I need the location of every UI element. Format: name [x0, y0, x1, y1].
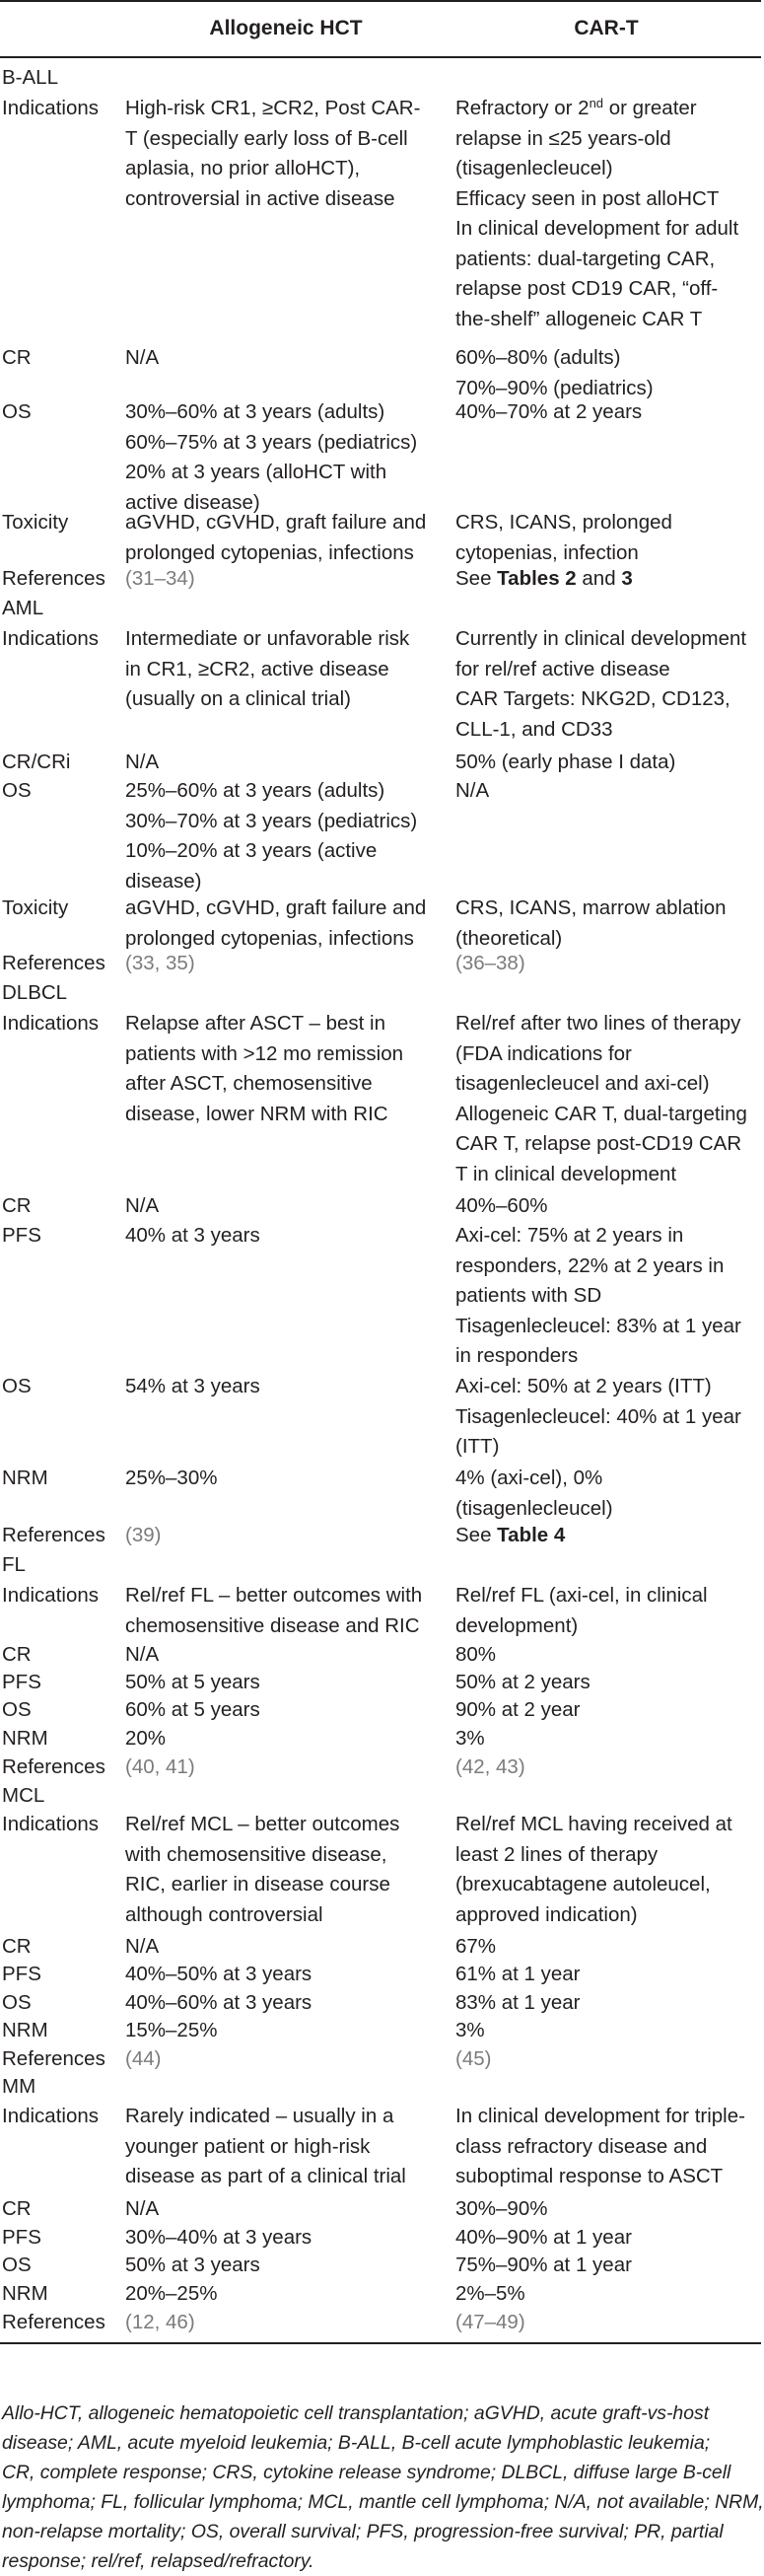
- cell-line: Rel/ref after two lines of therapy: [455, 1012, 741, 1035]
- cell-cart: [455, 1521, 757, 1551]
- cell-line: in responders: [455, 1344, 579, 1367]
- cell-line: [455, 94, 757, 124]
- row-label-indications: Indications: [2, 2105, 100, 2127]
- cell-line: Intermediate or unfavorable risk: [125, 627, 410, 650]
- row-label-cr: CR: [2, 1643, 32, 1666]
- cell-line: after ASCT, chemosensitive: [125, 1072, 373, 1095]
- cell-allo: 40% at 3 years: [125, 1224, 260, 1247]
- row-label-os: OS: [2, 1698, 32, 1721]
- section-title-b-all: B-ALL: [2, 66, 58, 89]
- cell-allo: [125, 624, 447, 715]
- row-label-nrm: NRM: [2, 2019, 48, 2041]
- cell-line: Axi-cel: 50% at 2 years (ITT): [455, 1375, 712, 1397]
- cell-text: or greater: [603, 97, 697, 119]
- cell-line: aGVHD, cGVHD, graft failure and: [125, 896, 427, 919]
- cell-allo: 20%: [125, 1727, 167, 1750]
- cell-line: (ITT): [455, 1435, 500, 1458]
- row-label-toxicity: Toxicity: [2, 511, 69, 534]
- cell-cart: 40%–60%: [455, 1194, 548, 1217]
- cell-allo: [125, 2308, 447, 2338]
- footnote-line: response; rel/ref, relapsed/refractory.: [2, 2550, 314, 2572]
- row-label-indications: Indications: [2, 1012, 100, 1035]
- row-label-os: OS: [2, 779, 32, 802]
- cell-line: Tisagenlecleucel: 40% at 1 year: [455, 1404, 741, 1428]
- cell-allo: 40%–60% at 3 years: [125, 1991, 313, 2014]
- cell-cart: N/A: [455, 779, 490, 802]
- cell-text: Refractory or 2: [455, 97, 590, 119]
- reference-link[interactable]: (31–34): [125, 567, 195, 590]
- cell-cart: 50% (early phase I data): [455, 751, 676, 773]
- cell-cart: 75%–90% at 1 year: [455, 2254, 632, 2276]
- row-label-nrm: NRM: [2, 1467, 48, 1489]
- table-link[interactable]: Table 4: [497, 1524, 566, 1546]
- footnote-line: non-relapse mortality; OS, overall survival; PFS, progression-free survival; PR, partial: [2, 2521, 724, 2542]
- cell-cart: [455, 1810, 757, 1930]
- row-label-cr: CR: [2, 2197, 32, 2220]
- cell-line: for rel/ref active disease: [455, 657, 670, 680]
- cell-allo: 30%–40% at 3 years: [125, 2226, 313, 2249]
- cell-line: (usually on a clinical trial): [125, 687, 352, 710]
- cell-cart: [455, 894, 757, 954]
- cell-line: CLL-1, and CD33: [455, 717, 613, 741]
- header-bottom-rule: [0, 56, 761, 58]
- cell-line: (FDA indications for: [455, 1041, 632, 1065]
- cell-cart: [455, 1581, 757, 1641]
- row-label-pfs: PFS: [2, 1671, 41, 1693]
- cell-line: approved indication): [455, 1902, 638, 1926]
- cell-allo: [125, 564, 447, 595]
- cell-line: 25%–60% at 3 years (adults): [125, 779, 385, 802]
- cell-line: in CR1, ≥CR2, active disease: [125, 657, 389, 680]
- cell-line: controversial in active disease: [125, 186, 395, 210]
- cell-text: and: [576, 567, 622, 590]
- footnote-line: disease; AML, acute myeloid leukemia; B-ALL, B-cell acute lymphoblastic leukemia;: [2, 2432, 711, 2454]
- row-label-indications: Indications: [2, 1813, 100, 1835]
- cell-allo: 50% at 3 years: [125, 2254, 260, 2276]
- row-label-references: References: [2, 2311, 105, 2333]
- cell-line: 30%–60% at 3 years (adults): [125, 400, 385, 423]
- row-label-nrm: NRM: [2, 2282, 48, 2305]
- cell-line: (theoretical): [455, 926, 563, 950]
- cell-allo: 20%–25%: [125, 2282, 218, 2305]
- reference-link[interactable]: (12, 46): [125, 2311, 195, 2333]
- row-label-indications: Indications: [2, 1584, 100, 1607]
- cell-cart: [455, 564, 757, 595]
- cell-line: 70%–90% (pediatrics): [455, 376, 654, 399]
- cell-line: Axi-cel: 75% at 2 years in: [455, 1224, 684, 1247]
- cell-line: Rarely indicated – usually in a: [125, 2105, 394, 2127]
- cell-allo: N/A: [125, 1643, 160, 1666]
- cell-allo: [125, 1810, 447, 1930]
- cell-allo: N/A: [125, 751, 160, 773]
- cell-line: suboptimal response to ASCT: [455, 2165, 724, 2187]
- row-label-toxicity: Toxicity: [2, 896, 69, 919]
- cell-line: chemosensitive disease and RIC: [125, 1613, 420, 1637]
- row-label-os: OS: [2, 1375, 32, 1397]
- cell-allo: 25%–30%: [125, 1467, 218, 1489]
- section-title-fl: FL: [2, 1553, 26, 1576]
- row-label-references: References: [2, 2047, 105, 2070]
- cell-cart: [455, 949, 757, 979]
- cell-allo: [125, 1009, 447, 1129]
- cell-line: active disease): [125, 490, 260, 514]
- cell-cart: [455, 1753, 757, 1783]
- cell-line: 10%–20% at 3 years (active: [125, 839, 378, 862]
- cell-allo: 54% at 3 years: [125, 1375, 260, 1397]
- table-bottom-rule: [0, 2342, 761, 2344]
- cell-line: although controversial: [125, 1902, 323, 1926]
- cell-allo: 40%–50% at 3 years: [125, 1963, 313, 1985]
- table-link[interactable]: 3: [621, 567, 633, 590]
- cell-line: disease): [125, 869, 202, 893]
- cell-cart: [455, 2102, 757, 2192]
- cell-line: CAR T, relapse post-CD19 CAR: [455, 1132, 742, 1155]
- row-label-pfs: PFS: [2, 1963, 41, 1985]
- section-title-mcl: MCL: [2, 1784, 45, 1807]
- cell-allo: N/A: [125, 1935, 160, 1958]
- section-title-dlbcl: DLBCL: [2, 981, 68, 1004]
- table-footnote: [2, 2398, 764, 2576]
- cell-line: responders, 22% at 2 years in: [455, 1253, 725, 1277]
- reference-link[interactable]: (39): [125, 1524, 162, 1546]
- cell-line: younger patient or high-risk: [125, 2134, 371, 2158]
- cell-line: disease as part of a clinical trial: [125, 2165, 406, 2187]
- cell-line: Rel/ref MCL – better outcomes: [125, 1813, 400, 1835]
- cell-cart: 40%–90% at 1 year: [455, 2226, 632, 2249]
- cell-cart: 50% at 2 years: [455, 1671, 590, 1693]
- cell-allo: [125, 1521, 447, 1551]
- cell-cart: [455, 94, 757, 334]
- cell-cart: [455, 1221, 757, 1372]
- reference-link[interactable]: (40, 41): [125, 1755, 195, 1778]
- cell-line: CRS, ICANS, prolonged: [455, 511, 672, 534]
- cell-line: (tisagenlecleucel): [455, 1496, 613, 1520]
- cell-line: prolonged cytopenias, infections: [125, 540, 414, 564]
- cell-line: T (especially early loss of B-cell: [125, 126, 408, 150]
- cell-line: with chemosensitive disease,: [125, 1842, 387, 1866]
- reference-link[interactable]: (33, 35): [125, 952, 195, 974]
- footnote-line: Allo-HCT, allogeneic hematopoietic cell transplantation; aGVHD, acute graft-vs-host: [2, 2402, 710, 2424]
- cell-line: (brexucabtagene autoleucel,: [455, 1873, 711, 1896]
- row-label-references: References: [2, 1524, 105, 1546]
- footnote-line: lymphoma; FL, follicular lymphoma; MCL, mantle cell lymphoma; N/A, not available; NRM,: [2, 2491, 764, 2513]
- superscript: nd: [589, 96, 604, 110]
- cell-cart: [455, 2044, 757, 2075]
- header-allogeneic-hct: Allogeneic HCT: [209, 17, 363, 39]
- cell-line: cytopenias, infection: [455, 540, 639, 564]
- cell-allo: [125, 2102, 447, 2192]
- cell-line: Currently in clinical development: [455, 627, 747, 650]
- cell-allo: 60% at 5 years: [125, 1698, 260, 1721]
- cell-text: See: [455, 1524, 498, 1546]
- cell-line: class refractory disease and: [455, 2134, 708, 2158]
- cell-line: T in clinical development: [455, 1162, 677, 1185]
- cell-line: development): [455, 1613, 579, 1637]
- reference-link[interactable]: (42, 43): [455, 1755, 525, 1778]
- cell-allo: [125, 1753, 447, 1783]
- cell-line: RIC, earlier in disease course: [125, 1873, 390, 1896]
- row-label-os: OS: [2, 2254, 32, 2276]
- cell-allo: [125, 397, 447, 518]
- cell-cart: [455, 343, 757, 403]
- reference-link[interactable]: (36–38): [455, 952, 525, 974]
- cell-cart: 80%: [455, 1643, 497, 1666]
- cell-line: Rel/ref FL – better outcomes with: [125, 1584, 423, 1607]
- cell-line: In clinical development for adult: [455, 217, 739, 240]
- cell-line: Rel/ref MCL having received at: [455, 1813, 732, 1835]
- cell-line: 30%–70% at 3 years (pediatrics): [125, 809, 418, 832]
- section-title-mm: MM: [2, 2075, 36, 2098]
- row-label-nrm: NRM: [2, 1727, 48, 1750]
- cell-allo: [125, 1581, 447, 1641]
- table-top-rule: [0, 0, 761, 2]
- reference-link[interactable]: (44): [125, 2047, 162, 2070]
- cell-cart: 3%: [455, 2019, 485, 2041]
- cell-cart: 30%–90%: [455, 2197, 548, 2220]
- cell-line: 60%–80% (adults): [455, 346, 621, 369]
- cell-cart: [455, 624, 757, 745]
- cell-line: 20% at 3 years (alloHCT with: [125, 461, 387, 483]
- row-label-os: OS: [2, 400, 32, 423]
- cell-line: Allogeneic CAR T, dual-targeting: [455, 1102, 747, 1125]
- cell-cart: 3%: [455, 1727, 485, 1750]
- cell-line: (tisagenlecleucel): [455, 157, 613, 179]
- cell-line: patients with SD: [455, 1284, 602, 1307]
- cell-line: Tisagenlecleucel: 83% at 1 year: [455, 1314, 741, 1337]
- row-label-cr-cri: CR/CRi: [2, 751, 71, 773]
- cell-line: relapse in ≤25 years-old: [455, 126, 671, 150]
- cell-line: patients with >12 mo remission: [125, 1041, 404, 1065]
- row-label-indications: Indications: [2, 627, 100, 650]
- cell-text: See: [455, 567, 498, 590]
- cell-line: 60%–75% at 3 years (pediatrics): [125, 430, 418, 454]
- header-car-t: CAR-T: [574, 17, 639, 39]
- cell-allo: [125, 508, 447, 568]
- cell-cart: [455, 1372, 757, 1463]
- table-link[interactable]: Tables 2: [497, 567, 577, 590]
- cell-line: relapse post CD19 CAR, “off-: [455, 277, 719, 300]
- cell-line: CRS, ICANS, marrow ablation: [455, 896, 727, 919]
- cell-line: 4% (axi-cel), 0%: [455, 1467, 603, 1489]
- cell-line: tisagenlecleucel and axi-cel): [455, 1072, 710, 1095]
- cell-line: Efficacy seen in post alloHCT: [455, 186, 720, 210]
- cell-allo: [125, 894, 447, 954]
- row-label-cr: CR: [2, 1935, 32, 1958]
- cell-allo: [125, 94, 447, 214]
- cell-line: least 2 lines of therapy: [455, 1842, 659, 1866]
- cell-line: prolonged cytopenias, infections: [125, 926, 414, 950]
- cell-line: High-risk CR1, ≥CR2, Post CAR-: [125, 97, 421, 119]
- cell-line: In clinical development for triple-: [455, 2105, 745, 2127]
- cell-cart: [455, 1464, 757, 1524]
- cell-cart: 40%–70% at 2 years: [455, 400, 643, 423]
- cell-line: the-shelf” allogeneic CAR T: [455, 307, 703, 330]
- row-label-cr: CR: [2, 346, 32, 369]
- reference-link[interactable]: (45): [455, 2047, 492, 2070]
- cell-line: disease, lower NRM with RIC: [125, 1102, 388, 1125]
- cell-allo: [125, 776, 447, 896]
- footnote-line: CR, complete response; CRS, cytokine release syndrome; DLBCL, diffuse large B-cell: [2, 2462, 731, 2483]
- row-label-cr: CR: [2, 1194, 32, 1217]
- row-label-indications: Indications: [2, 97, 100, 119]
- cell-allo: N/A: [125, 346, 160, 369]
- cell-line: CAR Targets: NKG2D, CD123,: [455, 687, 730, 710]
- cell-allo: 50% at 5 years: [125, 1671, 260, 1693]
- cell-line: Relapse after ASCT – best in: [125, 1012, 385, 1035]
- row-label-pfs: PFS: [2, 2226, 41, 2249]
- cell-allo: [125, 949, 447, 979]
- reference-link[interactable]: (47–49): [455, 2311, 525, 2333]
- cell-cart: 83% at 1 year: [455, 1991, 581, 2014]
- row-label-references: References: [2, 1755, 105, 1778]
- cell-line: aplasia, no prior alloHCT),: [125, 157, 361, 179]
- cell-allo: N/A: [125, 2197, 160, 2220]
- cell-cart: [455, 508, 757, 568]
- cell-line: aGVHD, cGVHD, graft failure and: [125, 511, 427, 534]
- row-label-os: OS: [2, 1991, 32, 2014]
- cell-line: Rel/ref FL (axi-cel, in clinical: [455, 1584, 708, 1607]
- row-label-pfs: PFS: [2, 1224, 41, 1247]
- row-label-references: References: [2, 952, 105, 974]
- cell-allo: N/A: [125, 1194, 160, 1217]
- cell-cart: [455, 1009, 757, 1189]
- cell-cart: 2%–5%: [455, 2282, 525, 2305]
- cell-allo: 15%–25%: [125, 2019, 218, 2041]
- row-label-references: References: [2, 567, 105, 590]
- cell-cart: 61% at 1 year: [455, 1963, 581, 1985]
- cell-cart: [455, 2308, 757, 2338]
- cell-allo: [125, 2044, 447, 2075]
- section-title-aml: AML: [2, 597, 44, 619]
- cell-cart: 90% at 2 year: [455, 1698, 581, 1721]
- cell-line: patients: dual-targeting CAR,: [455, 247, 716, 270]
- cell-cart: 67%: [455, 1935, 497, 1958]
